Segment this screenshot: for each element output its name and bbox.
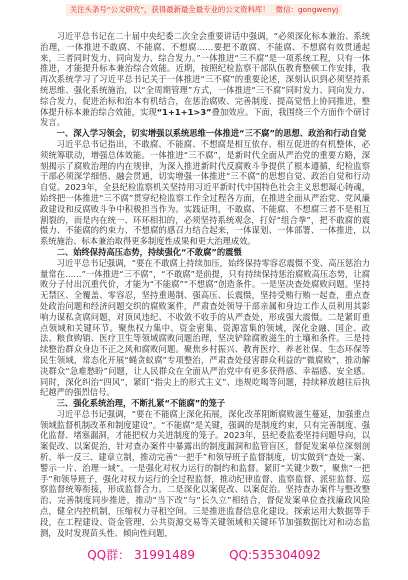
intro-highlight: “1+1+1>3” [156,106,212,117]
intro-paragraph [40,31,370,128]
article-body [40,31,370,538]
qq-number: QQ:535304092 [229,548,321,562]
footer-contact [0,546,408,564]
intro-text-end: 叠加效应。下面，我围绕三个方面作个研讨发言。 [40,106,370,128]
wechat-id: 微信：gongwenyj [275,5,339,14]
section-heading-3: 三、强化系统治理，不断扎紧“不能腐”的笼子 [56,398,226,409]
header-banner [66,4,342,16]
section-body-1: 习近平总书记指出，不敢腐、不能腐、不想腐是相互依存、相互促进的有机整体，必须统筹联动，增强总体效能。一体推进“三不腐”，是新时代全面从严治党的重要方略，深刻揭示了腐败治理的内在规律，为深入推进新时代反腐败斗争提供了根本遵循，纪检监察干部必须深学细悟、融会贯通，切实增强一体推进“三不腐”的思想自觉、政治自觉和行动自觉。2023年，全县纪检监察机关坚持用习近平新时代中国特色社会主义思想凝心铸魂，始终把一体推进“三不腐”贯穿纪检监察工作全过程各方面，在推进全面从严治党、党风廉政建设和反腐败斗争中积极担当作为。实践证明，不敢腐、不能腐、不想腐三者不是相互割裂的，而是内在统一、环环相扣的，必须坚持系统观念，打好“组合拳”，把不敢腐的震慑力、不能腐的约束力、不想腐的感召力结合起来，一体谋划、一体部署、一体推进，以系统施治、标本兼治取得更多制度性成果和更大治理成效。 [40,138,370,247]
qq-group-number: QQ群： 31991489 [87,548,196,562]
section-heading-2: 二、始终保持高压态势，持续强化“不敢腐”的震慑 [56,246,242,257]
intro-text: 习近平总书记在二十届中央纪委二次全会重要讲话中强调，“必须深化标本兼治、系统治理，一体推进不敢腐、不能腐、不想腐……要把不敢腐、不能腐、不想腐有效贯通起来，三者同时发力、同向发力、综合发力。”一体推进“三不腐”是一项系统工程，只有一体推进，才能提升标本兼治综合效能。近期，按照纪检监察干部队伍教育整顿工作安排，我再次系统学习了习近平总书记关于一体推进“三不腐”的重要论述，深刻认识到必须坚持系统思维、强化系统施治，以“全周期管理”方式，一体推进“三不腐”同时发力、同向发力、综合发力，促进治标和治本有机结合，在惩治腐败、完善制度、提高觉悟上协同推进，整体提升标本兼治综合效能，实现 [40,31,370,117]
section-body-3: 习近平总书记强调，“要在不能腐上深化拓展，深化改革阻断腐败滋生蔓延，加强重点领域监督机制改革和制度建设”。“不能腐”是关键，强调的是制度约束，只有完善制度、强化监督、堵塞漏洞，才能把权力关进制度的笼子。2023年，县纪委监委坚持问题导向，以案促改、以案促治，针对查办案件中暴露出的制度漏洞和监管盲区，督促发案单位深刻剖析、举一反三、建章立制，推动完善“一把手”和领导班子监督制度，切实做到“查处一案、警示一片、治理一域”。一是强化对权力运行的制约和监督。紧盯“关键少数”，聚焦“一把手”和领导班子，强化对权力运行的全过程监督，推动纪律监督、监察监督、派驻监督、巡察监督统筹衔接，形成监督合力。二是深化以案促改、以案促治。坚持查办案件与整改整治、完善制度同步推进，推动“当下改”与“长久立”相结合，督促发案单位查找廉政风险点，健全内控机制，压缩权力寻租空间。三是推进监督信息化建设。探索运用大数据等手段，在工程建设、资金管理、公共资源交易等关键领域和关键环节加强数据比对和动态监测，及时发现苗头性、倾向性问题， [40,408,370,538]
section-body-2: 习近平总书记强调，“要在不敢腐上持续加压，始终保持零容忍震慑不变、高压惩治力量常在……”一体推进“三不腐”，“不敢腐”是前提，只有持续保持惩治腐败高压态势，让腐败分子付出沉重代价，才能为“不能腐”“不想腐”创造条件。一是坚决查处腐败问题。坚持无禁区、全覆盖、零容忍，坚持重遏制、强高压、长震慑，坚持受贿行贿一起查，重点查处政治问题和经济问题交织的腐败案件，严肃查处领导干部亲属和身边工作人员利用其影响力谋私贪腐问题，对顶风违纪、不收敛不收手的从严查处，形成强大震慑。二是紧盯重点领域和关键环节。聚焦权力集中、资金密集、资源富集的领域，深化金融、国企、政法、粮食购销、医疗卫生等领域腐败问题治理，坚决铲除腐败滋生的土壤和条件。三是持续整治群众身边不正之风和腐败问题。聚焦乡村振兴、教育医疗、养老社保、生态环保等民生领域，常态化开展“蝇贪蚁腐”专项整治，严肃查处侵害群众利益的“微腐败”，推动解决群众“急难愁盼”问题，让人民群众在全面从严治党中有更多获得感、幸福感、安全感。同时，深化纠治“四风”，紧盯“指尖上的形式主义”、违规吃喝等问题，持续释放越往后执纪越严的强烈信号。 [40,257,370,398]
section-heading-1: 一、深入学习领会，切实增强以系统思维一体推进“三不腐”的思想、政治和行动自觉 [56,128,367,139]
banner-text: 关注头条号“公文研究”，获得最新最全最专业的公文资料库！ [69,5,270,14]
